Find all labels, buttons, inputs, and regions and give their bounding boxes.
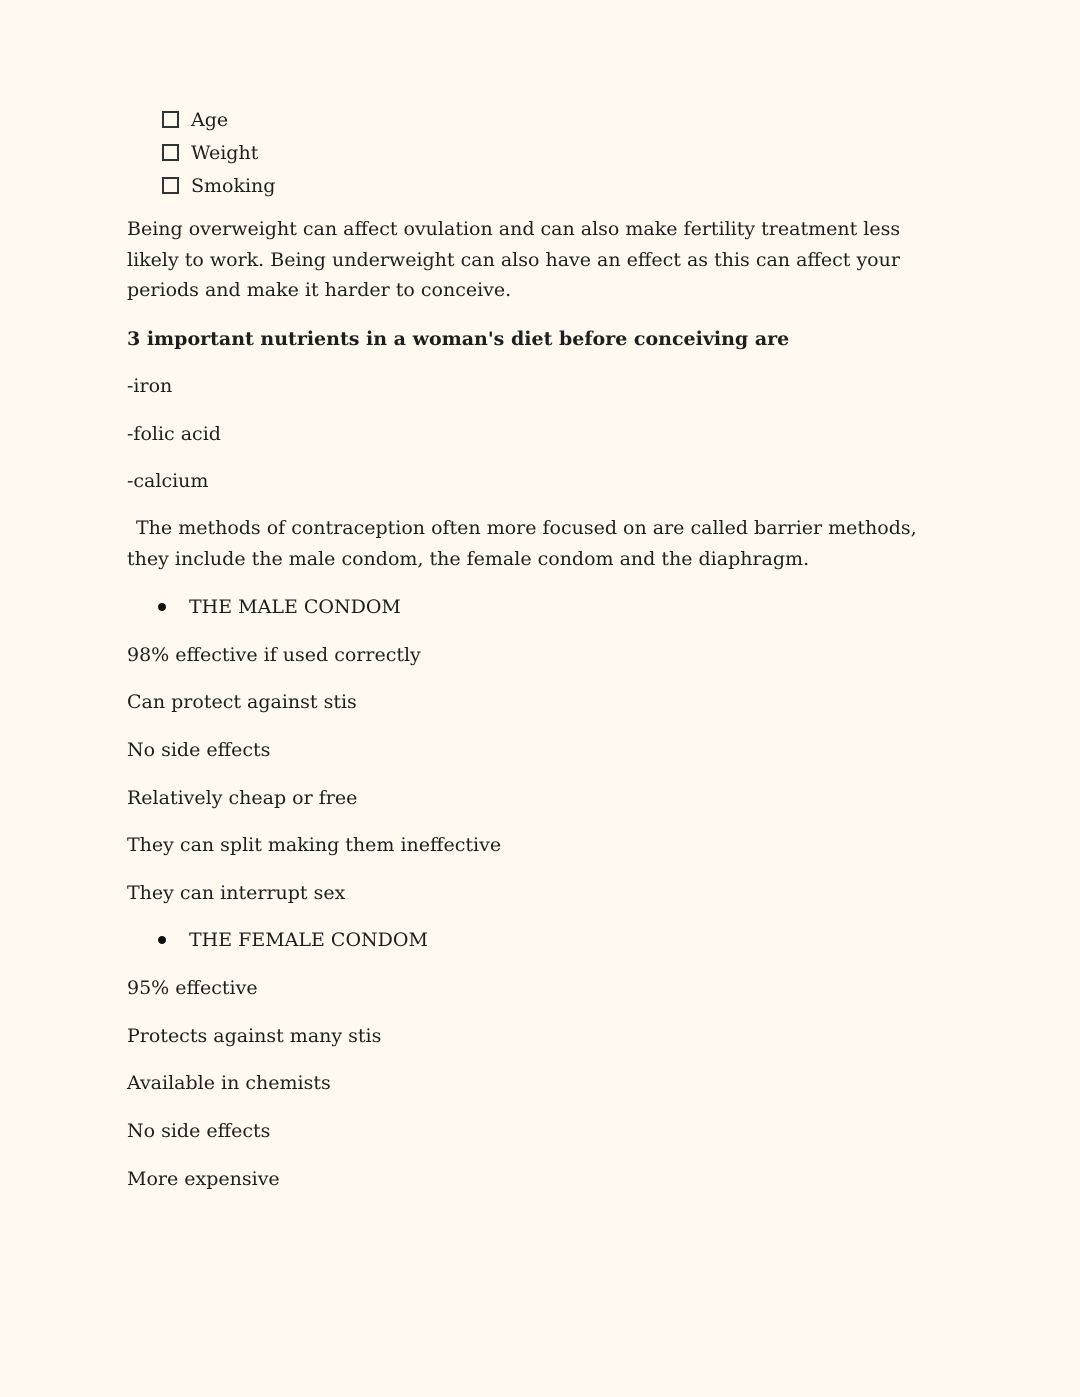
female-condom-point: Protects against many stis [127, 1025, 382, 1047]
section-title: THE MALE CONDOM [189, 596, 401, 618]
section-title: THE FEMALE CONDOM [189, 929, 428, 951]
checkbox-icon[interactable] [162, 111, 179, 128]
male-condom-point: They can split making them ineffective [127, 834, 502, 856]
male-condom-point: 98% effective if used correctly [127, 644, 421, 666]
female-condom-point: More expensive [127, 1168, 280, 1190]
male-condom-point: They can interrupt sex [127, 882, 346, 904]
bullet-icon [158, 936, 166, 944]
female-condom-point: Available in chemists [127, 1072, 331, 1094]
female-condom-heading [158, 928, 428, 952]
checklist-label: Age [191, 108, 229, 131]
female-condom-point: 95% effective [127, 977, 258, 999]
nutrient-item: -iron [127, 375, 173, 397]
nutrient-item: -folic acid [127, 423, 221, 445]
checklist-label: Smoking [191, 174, 276, 197]
bullet-icon [158, 603, 166, 611]
checklist-label: Weight [191, 141, 259, 164]
male-condom-point: No side effects [127, 739, 271, 761]
female-condom-point: No side effects [127, 1120, 271, 1142]
risk-factor-checklist [162, 103, 275, 202]
checklist-item-age[interactable] [162, 103, 275, 136]
male-condom-heading [158, 595, 401, 619]
male-condom-point: Can protect against stis [127, 691, 357, 713]
checkbox-icon[interactable] [162, 144, 179, 161]
male-condom-point: Relatively cheap or free [127, 787, 358, 809]
nutrients-heading: 3 important nutrients in a woman's diet before conceiving are [127, 328, 790, 350]
weight-paragraph: Being overweight can affect ovulation and can also make fertility treatment less likely to work. Being underweight can also have an effect as this can affect your periods and make it harder to conceive. [127, 218, 901, 301]
checklist-item-weight[interactable] [162, 136, 275, 169]
checkbox-icon[interactable] [162, 177, 179, 194]
contraception-paragraph: The methods of contraception often more focused on are called barrier methods, they include the male condom, the female condom and the diaphragm. [127, 517, 917, 570]
nutrient-item: -calcium [127, 470, 209, 492]
checklist-item-smoking[interactable] [162, 169, 275, 202]
